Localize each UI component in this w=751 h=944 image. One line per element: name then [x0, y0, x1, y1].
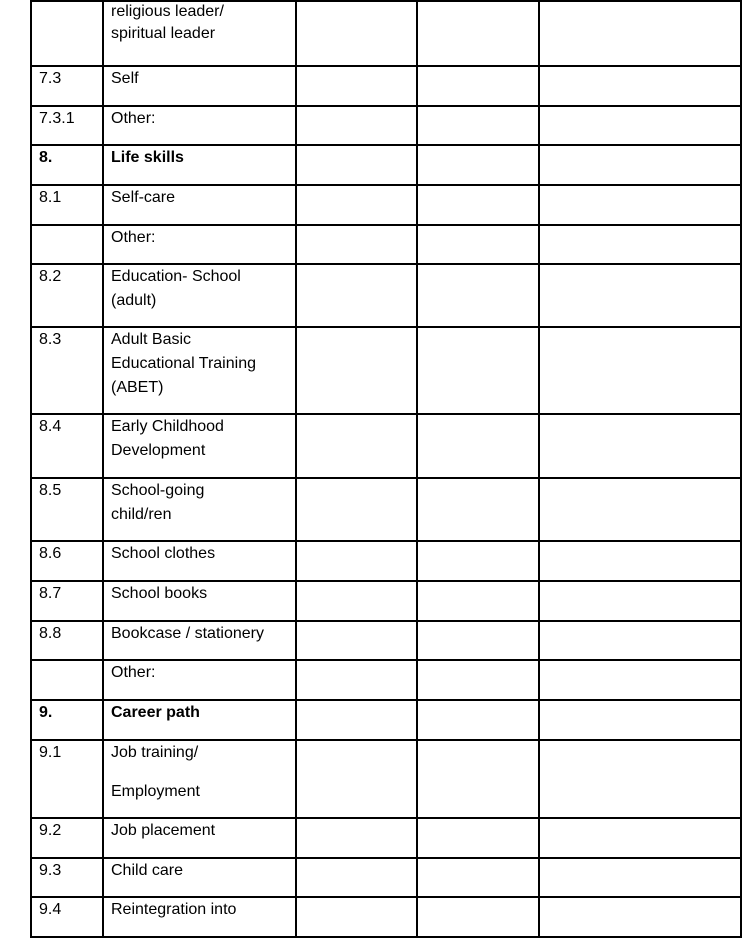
response-cell-1[interactable] — [296, 818, 417, 858]
table-row — [31, 145, 741, 185]
item-label-cell — [103, 700, 296, 740]
response-cell-1[interactable] — [296, 858, 417, 897]
response-cell-1[interactable] — [296, 541, 417, 581]
response-cell-2[interactable] — [417, 621, 539, 660]
item-label-cell — [103, 660, 296, 700]
item-number-cell — [31, 1, 103, 66]
item-number: 9.1 — [39, 744, 62, 761]
response-cell-1[interactable] — [296, 581, 417, 621]
item-number-cell — [31, 225, 103, 264]
item-number-cell — [31, 478, 103, 541]
item-label-line: Education- School — [111, 268, 241, 285]
response-cell-1[interactable] — [296, 414, 417, 478]
response-cell-3[interactable] — [539, 66, 741, 106]
table-row — [31, 541, 741, 581]
item-label-line: Employment — [111, 783, 200, 800]
response-cell-2[interactable] — [417, 225, 539, 264]
item-label-line: Job training/ — [111, 744, 199, 761]
item-number-cell — [31, 660, 103, 700]
response-cell-2[interactable] — [417, 700, 539, 740]
response-cell-2[interactable] — [417, 660, 539, 700]
response-cell-1[interactable] — [296, 145, 417, 185]
item-number: 9. — [39, 704, 53, 721]
response-cell-3[interactable] — [539, 327, 741, 414]
item-label-cell — [103, 478, 296, 541]
response-cell-3[interactable] — [539, 541, 741, 581]
table-row — [31, 858, 741, 897]
item-number: 8.3 — [39, 331, 62, 348]
response-cell-1[interactable] — [296, 264, 417, 327]
table-row — [31, 660, 741, 700]
response-cell-3[interactable] — [539, 818, 741, 858]
response-cell-3[interactable] — [539, 1, 741, 66]
item-label-cell — [103, 327, 296, 414]
item-label-line: Early Childhood — [111, 418, 224, 435]
response-cell-1[interactable] — [296, 478, 417, 541]
item-label-cell — [103, 581, 296, 621]
response-cell-2[interactable] — [417, 581, 539, 621]
item-label-line: Job placement — [111, 822, 216, 839]
response-cell-3[interactable] — [539, 897, 741, 937]
item-label-line: Bookcase / stationery — [111, 625, 264, 642]
response-cell-1[interactable] — [296, 660, 417, 700]
item-label-line: Other: — [111, 664, 156, 681]
response-cell-3[interactable] — [539, 414, 741, 478]
item-label-line: Development — [111, 442, 206, 459]
item-number-cell — [31, 66, 103, 106]
item-number: 8.7 — [39, 585, 62, 602]
item-number: 8.6 — [39, 545, 62, 562]
item-number-cell — [31, 185, 103, 225]
response-cell-2[interactable] — [417, 478, 539, 541]
response-cell-3[interactable] — [539, 621, 741, 660]
response-cell-2[interactable] — [417, 818, 539, 858]
item-label-line: School books — [111, 585, 208, 602]
item-number-cell — [31, 621, 103, 660]
item-label-line: Child care — [111, 862, 184, 879]
response-cell-3[interactable] — [539, 225, 741, 264]
item-number-cell — [31, 897, 103, 937]
item-label-line: (adult) — [111, 292, 157, 309]
table-row — [31, 225, 741, 264]
response-cell-3[interactable] — [539, 478, 741, 541]
item-label-cell — [103, 621, 296, 660]
item-number: 8. — [39, 149, 53, 166]
item-number: 7.3 — [39, 70, 62, 87]
response-cell-1[interactable] — [296, 621, 417, 660]
table-row — [31, 185, 741, 225]
table-row — [31, 740, 741, 818]
response-cell-2[interactable] — [417, 327, 539, 414]
response-cell-2[interactable] — [417, 1, 539, 66]
item-label-line: Reintegration into — [111, 901, 237, 918]
table-row — [31, 621, 741, 660]
table-body — [31, 1, 741, 937]
response-cell-3[interactable] — [539, 264, 741, 327]
response-cell-1[interactable] — [296, 106, 417, 145]
table-row — [31, 581, 741, 621]
item-number: 8.5 — [39, 482, 62, 499]
item-number-cell — [31, 541, 103, 581]
response-cell-1[interactable] — [296, 1, 417, 66]
response-cell-3[interactable] — [539, 660, 741, 700]
item-number: 9.2 — [39, 822, 62, 839]
item-label-line: religious leader/ — [111, 3, 224, 20]
response-cell-2[interactable] — [417, 66, 539, 106]
item-label-cell — [103, 106, 296, 145]
response-cell-1[interactable] — [296, 897, 417, 937]
table-row — [31, 106, 741, 145]
item-number-cell — [31, 858, 103, 897]
item-number-cell — [31, 818, 103, 858]
table-row — [31, 818, 741, 858]
item-number: 7.3.1 — [39, 110, 75, 127]
item-number-cell — [31, 145, 103, 185]
table-row — [31, 414, 741, 478]
item-label-cell — [103, 145, 296, 185]
response-cell-3[interactable] — [539, 581, 741, 621]
item-label-line: spiritual leader — [111, 25, 216, 42]
item-number: 8.4 — [39, 418, 62, 435]
table-row — [31, 66, 741, 106]
response-cell-2[interactable] — [417, 541, 539, 581]
assessment-table — [30, 0, 742, 938]
table-row — [31, 1, 741, 66]
item-label-line: School clothes — [111, 545, 216, 562]
table-row — [31, 700, 741, 740]
item-label-line: Adult Basic — [111, 331, 192, 348]
item-number: 8.1 — [39, 189, 62, 206]
response-cell-2[interactable] — [417, 740, 539, 818]
response-cell-2[interactable] — [417, 414, 539, 478]
item-label-line: School-going — [111, 482, 205, 499]
item-label-cell — [103, 264, 296, 327]
item-number: 9.3 — [39, 862, 62, 879]
item-label-cell — [103, 66, 296, 106]
item-label-line: Other: — [111, 229, 156, 246]
response-cell-2[interactable] — [417, 264, 539, 327]
item-label-cell — [103, 740, 296, 818]
response-cell-1[interactable] — [296, 225, 417, 264]
item-label-line: Life skills — [111, 149, 184, 166]
item-label-line: Career path — [111, 704, 200, 721]
response-cell-2[interactable] — [417, 858, 539, 897]
item-label-cell — [103, 818, 296, 858]
table-row — [31, 478, 741, 541]
response-cell-3[interactable] — [539, 145, 741, 185]
response-cell-3[interactable] — [539, 740, 741, 818]
item-label-cell — [103, 1, 296, 66]
item-label-cell — [103, 185, 296, 225]
item-label-cell — [103, 897, 296, 937]
response-cell-3[interactable] — [539, 106, 741, 145]
item-label-cell — [103, 414, 296, 478]
table-row — [31, 264, 741, 327]
item-label-line: Self — [111, 70, 139, 87]
item-number-cell — [31, 700, 103, 740]
response-cell-1[interactable] — [296, 185, 417, 225]
table-row — [31, 897, 741, 937]
response-cell-2[interactable] — [417, 897, 539, 937]
item-label-line: Self-care — [111, 189, 176, 206]
item-number-cell — [31, 740, 103, 818]
item-number: 9.4 — [39, 901, 62, 918]
item-label-cell — [103, 225, 296, 264]
response-cell-3[interactable] — [539, 858, 741, 897]
item-label-cell — [103, 858, 296, 897]
table-row — [31, 327, 741, 414]
item-number-cell — [31, 106, 103, 145]
response-cell-2[interactable] — [417, 145, 539, 185]
response-cell-3[interactable] — [539, 185, 741, 225]
item-number: 8.2 — [39, 268, 62, 285]
item-label-cell — [103, 541, 296, 581]
response-cell-3[interactable] — [539, 700, 741, 740]
response-cell-2[interactable] — [417, 185, 539, 225]
item-number-cell — [31, 581, 103, 621]
item-number-cell — [31, 327, 103, 414]
item-number: 8.8 — [39, 625, 62, 642]
item-label-line: (ABET) — [111, 379, 164, 396]
item-label-line: child/ren — [111, 506, 172, 523]
response-cell-1[interactable] — [296, 740, 417, 818]
item-label-line: Educational Training — [111, 355, 256, 372]
response-cell-2[interactable] — [417, 106, 539, 145]
item-number-cell — [31, 264, 103, 327]
response-cell-1[interactable] — [296, 700, 417, 740]
response-cell-1[interactable] — [296, 327, 417, 414]
item-label-line: Other: — [111, 110, 156, 127]
item-number-cell — [31, 414, 103, 478]
response-cell-1[interactable] — [296, 66, 417, 106]
